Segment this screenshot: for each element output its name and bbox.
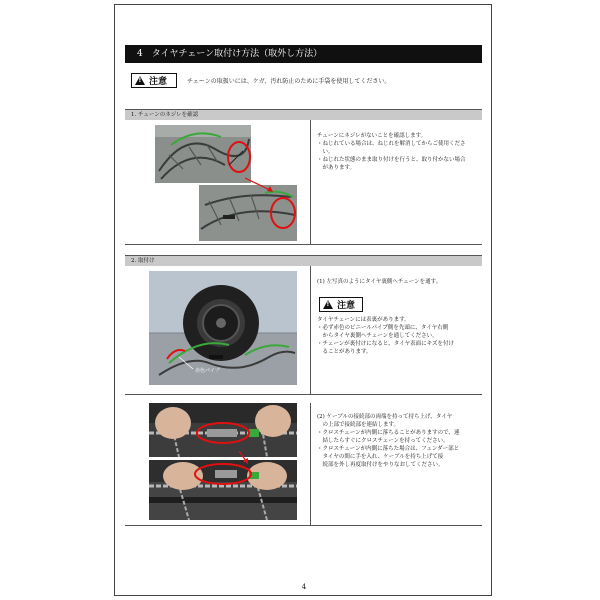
arrow-icon <box>237 451 253 465</box>
text-line: ・クロスチェーンが内側に落ちることがありますので、連 <box>317 430 460 436</box>
page-title: 4 タイヤチェーン取付け方法（取外し方法） <box>125 45 482 63</box>
text-line: があります。 <box>317 165 356 171</box>
warning-triangle-icon <box>135 76 145 85</box>
chain-photo-corrected <box>199 185 297 241</box>
step-1-caution-text <box>317 316 454 356</box>
step-1-text: (1) 左写真のようにタイヤ裏側へチェーンを通す。 <box>317 279 442 285</box>
tire-photo-step1 <box>149 271 297 385</box>
chain-photo-twisted <box>155 125 251 183</box>
text-line: 結したらすぐにクロスチェーンを持ってください。 <box>317 438 449 444</box>
caution-label: 注意 <box>337 301 356 311</box>
caution-badge <box>131 73 177 88</box>
text-line: い。 <box>317 149 334 155</box>
section-2-mid-rule <box>125 394 482 395</box>
section-2-heading: 2. 取付け <box>125 255 482 266</box>
chain-connect-photo-1 <box>149 403 297 457</box>
caution-text: チェーンの取扱いには、ケガ、汚れ防止のために手袋を使用してください。 <box>187 78 391 85</box>
section-1-bottom-rule <box>125 244 482 245</box>
caution-badge-step1 <box>319 297 363 312</box>
text-line: ・チェーンが裏付けになると、タイヤ表面にキズを付け <box>317 341 455 347</box>
text-line: ・ねじれた状態のまま取り付けを行うと、取り付かない場合 <box>317 157 466 163</box>
section-1-text <box>317 132 466 172</box>
text-line: ・クロスチェーンが内側に落ちた場合は、フェンダー部と <box>317 446 460 452</box>
step-2-text <box>317 413 460 469</box>
text-line: タイヤの間に手を入れ、ケーブルを持ち上げて接 <box>317 454 444 460</box>
arrow-icon <box>245 177 275 193</box>
step-2-divider <box>310 403 311 525</box>
warning-triangle-icon <box>323 300 333 309</box>
manual-page <box>114 4 492 596</box>
text-line: ・ねじれている場合は、ねじれを解消してからご使用くださ <box>317 141 466 147</box>
section-1-divider <box>310 120 311 244</box>
red-pipe-label: 赤色パイプ <box>195 368 220 374</box>
text-line: タイヤチェーンには表裏があります。 <box>317 317 410 323</box>
text-line: (2) ケーブルの接続部の両端を持って持ち上げ、タイヤ <box>317 414 453 420</box>
text-line: チェーンにネジレがないことを確認します。 <box>317 133 427 139</box>
page-number: 4 <box>301 583 307 591</box>
section-2-divider <box>310 266 311 394</box>
text-line: からタイヤ裏側へチェーンを通してください。 <box>317 333 438 339</box>
text-line: 続部を外し再度取付けをやりなおしてください。 <box>317 462 444 468</box>
step-2-bottom-rule <box>125 525 482 526</box>
chain-connect-photo-2 <box>149 460 297 520</box>
text-line: の上部で接続部を連結します。 <box>317 422 400 428</box>
section-1-heading: 1. チェーンのネジレを確認 <box>125 109 482 120</box>
text-line: ることがあります。 <box>317 349 372 355</box>
text-line: ・必ず赤色のビニールパイプ側を先頭に、タイヤ右側 <box>317 325 449 331</box>
caution-label: 注意 <box>149 77 168 87</box>
